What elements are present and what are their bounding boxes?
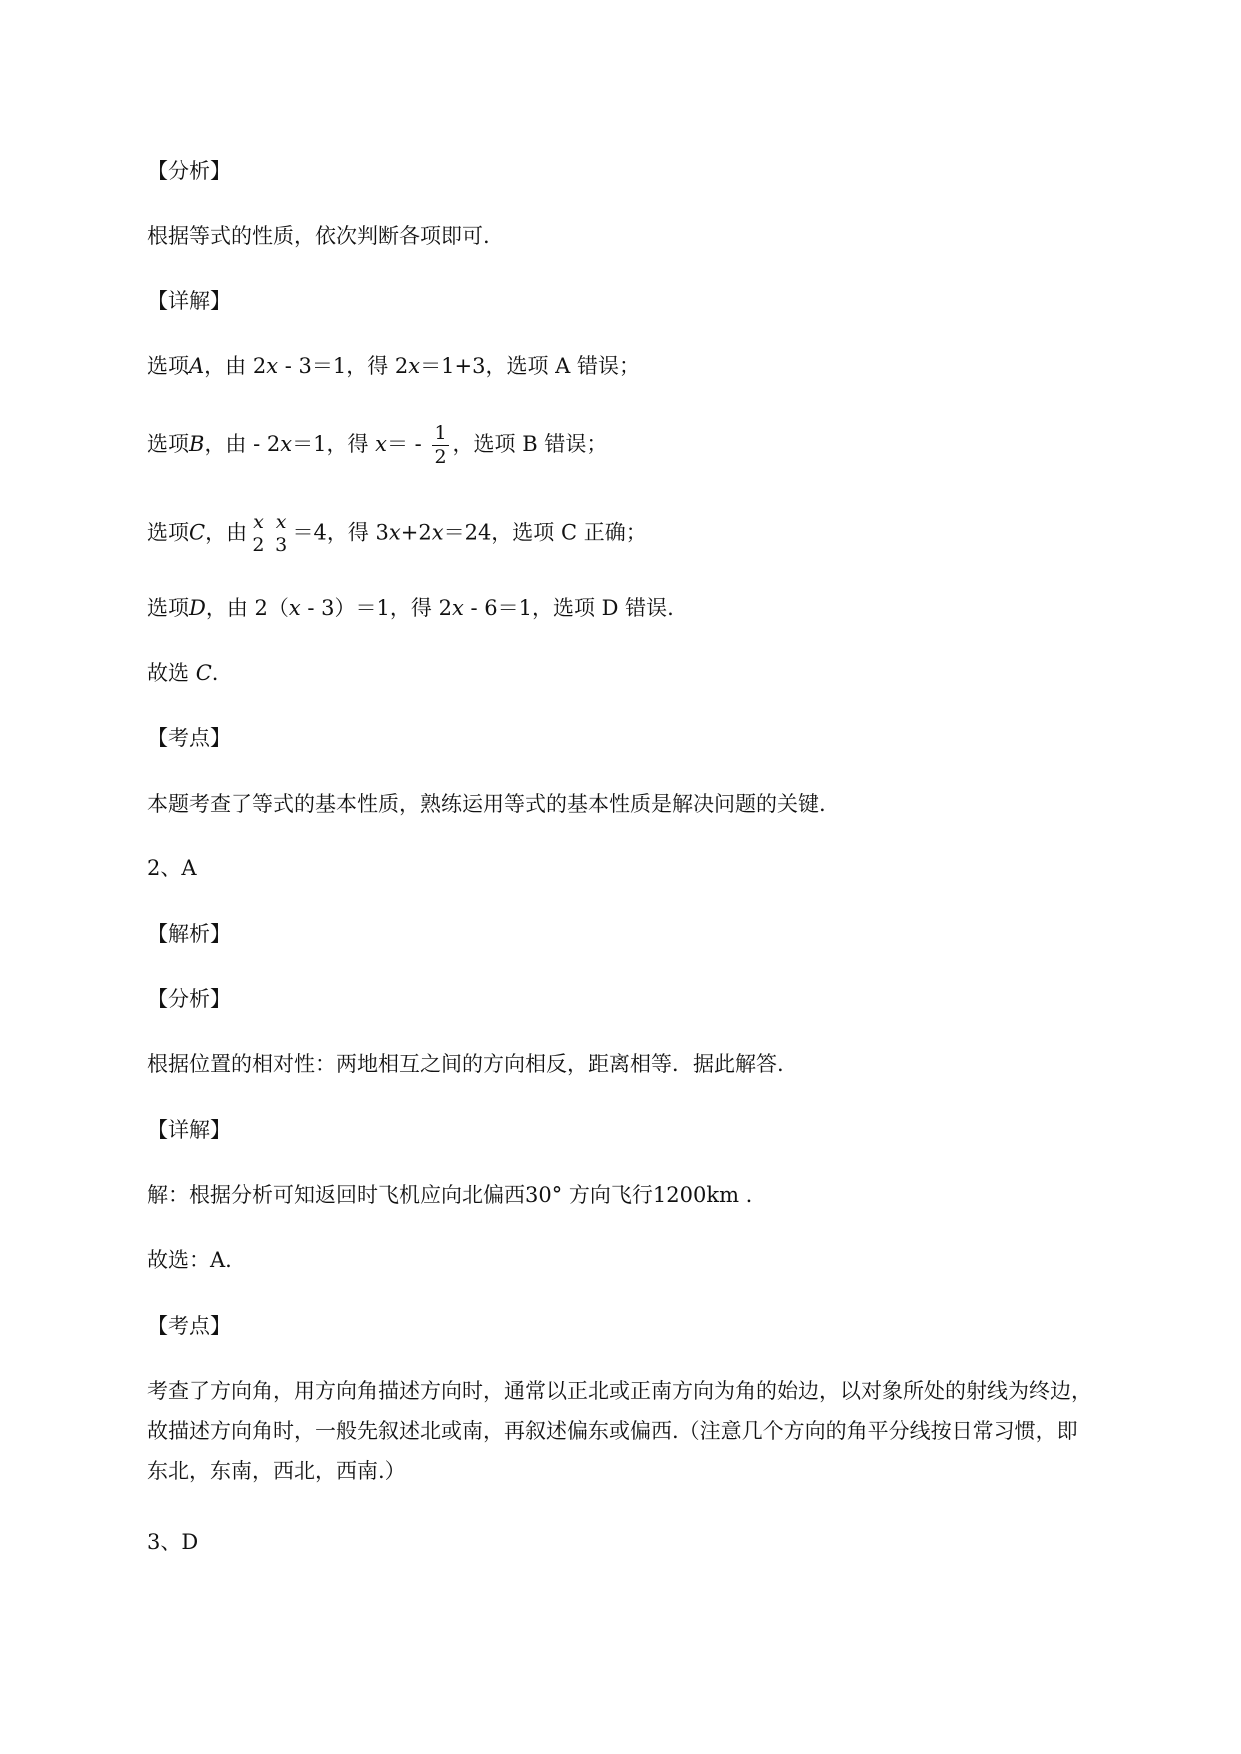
paragraph-line: 东北，东南，西北，西南.） [147, 1459, 406, 1483]
math-text: ＝ - [386, 432, 429, 456]
fraction-numerator: 1 [434, 422, 447, 444]
math-text: +2 [400, 520, 432, 545]
q1-option-d [147, 593, 674, 623]
math-text: ＝1，得 [292, 432, 376, 456]
math-text: - 6＝1，选项 D 错误. [463, 596, 674, 620]
q1-option-a [147, 351, 640, 381]
math-variable: x [288, 596, 301, 620]
math-text: ，由 [205, 520, 248, 545]
q1-analysis-text: 根据等式的性质，依次判断各项即可. [147, 224, 490, 248]
math-text: ，由 - 2 [204, 432, 281, 456]
math-variable: x [388, 520, 401, 545]
q1-kaodian-text: 本题考查了等式的基本性质，熟练运用等式的基本性质是解决问题的关键. [147, 792, 826, 816]
q1-kaodian-heading: 【考点】 [147, 726, 231, 750]
option-letter: B [189, 432, 205, 456]
option-letter: A [189, 354, 205, 378]
q2-detail-text: 解：根据分析可知返回时飞机应向北偏西30° 方向飞行1200km . [147, 1183, 753, 1207]
q2-jiexi-heading: 【解析】 [147, 922, 231, 946]
q2-analysis-heading: 【分析】 [147, 987, 231, 1011]
q2-kaodian-paragraph [147, 1371, 1177, 1491]
q1-detail-heading: 【详解】 [147, 289, 231, 313]
math-variable: x [431, 520, 444, 545]
option-prefix: 选项 [147, 354, 189, 378]
math-variable: x [408, 354, 421, 378]
fraction-denominator: 2 [252, 534, 265, 556]
q3-number: 3、D [147, 1530, 199, 1554]
q1-option-c [147, 513, 647, 555]
paragraph-line: 故描述方向角时，一般先叙述北或南，再叙述偏东或偏西.（注意几个方向的角平分线按日常习惯，即 [147, 1419, 1078, 1443]
option-prefix: 选项 [147, 520, 189, 545]
choice-prefix: 故选 [147, 661, 196, 685]
math-text: ＝24，选项 C 正确； [443, 520, 647, 545]
choice-suffix: . [211, 661, 219, 685]
math-text: ＝4，得 3 [292, 520, 389, 545]
fraction-denominator: 3 [275, 534, 288, 556]
fraction [432, 424, 448, 467]
q1-analysis-heading: 【分析】 [147, 159, 231, 183]
option-prefix: 选项 [147, 596, 189, 620]
option-letter: D [189, 596, 206, 620]
q2-choice: 故选：A. [147, 1248, 232, 1272]
q2-number: 2、A [147, 856, 197, 880]
math-text: ，选项 B 错误； [452, 432, 608, 456]
fraction [274, 513, 289, 555]
q2-kaodian-heading: 【考点】 [147, 1314, 231, 1338]
math-text: ＝1+3，选项 A 错误； [420, 354, 640, 378]
math-variable: x [451, 596, 464, 620]
q2-detail-heading: 【详解】 [147, 1118, 231, 1142]
fraction-numerator: x [253, 511, 264, 533]
q2-analysis-text: 根据位置的相对性：两地相互之间的方向相反，距离相等．据此解答. [147, 1052, 784, 1076]
q1-option-b [147, 424, 607, 467]
fraction-numerator: x [275, 511, 287, 533]
option-prefix: 选项 [147, 432, 189, 456]
math-text: ，由 2（ [205, 596, 289, 620]
q1-choice [147, 658, 218, 688]
fraction [251, 513, 266, 555]
choice-letter: C [195, 661, 212, 685]
option-letter: C [189, 520, 206, 545]
paragraph-line: 考查了方向角，用方向角描述方向时，通常以正北或正南方向为角的始边，以对象所处的射线为终边， [147, 1379, 1092, 1403]
math-variable: x [266, 354, 279, 378]
fraction-denominator: 2 [434, 446, 447, 468]
math-text: - 3＝1，得 2 [278, 354, 409, 378]
math-text: - 3）＝1，得 2 [300, 596, 452, 620]
math-variable: x [280, 432, 293, 456]
math-text: ，由 2 [204, 354, 267, 378]
math-variable: x [375, 432, 387, 456]
